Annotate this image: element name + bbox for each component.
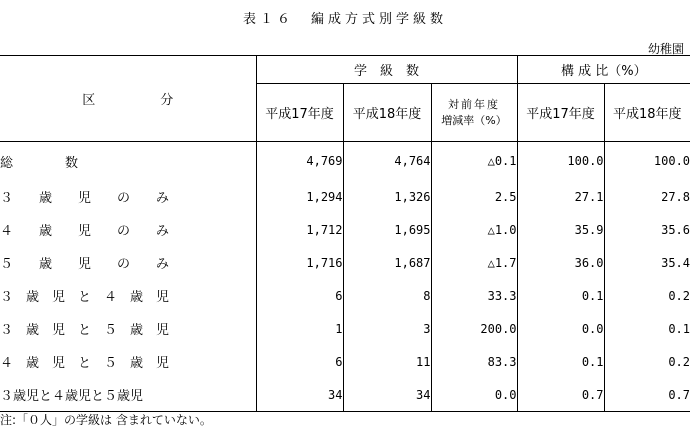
cell-h17: 1,294 (256, 180, 343, 213)
cell-ratio-h18: 100.0 (604, 142, 690, 181)
cell-change: 200.0 (431, 312, 517, 345)
cell-change: 0.0 (431, 378, 517, 412)
col-header-change (431, 84, 517, 142)
row-label: ３歳児と４歳児と５歳児 (0, 389, 144, 404)
cell-h17: 1,712 (256, 213, 343, 246)
group-header-ratio (517, 56, 690, 84)
cell-h17: 6 (256, 279, 343, 312)
cell-ratio-h17: 36.0 (517, 246, 604, 279)
cell-h18: 1,687 (343, 246, 431, 279)
cell-h18: 1,326 (343, 180, 431, 213)
cell-h17: 1 (256, 312, 343, 345)
cell-ratio-h18: 0.2 (604, 345, 690, 378)
col-header-h18: 平成18年度 (343, 84, 431, 142)
cell-ratio-h18: 27.8 (604, 180, 690, 213)
cell-change: △0.1 (431, 142, 517, 181)
category-header-label: 区 分 (82, 93, 174, 108)
row-label: ３ 歳 児 の み (0, 191, 170, 206)
class-count-table (0, 55, 690, 412)
table-row (0, 246, 690, 279)
table-row (0, 180, 690, 213)
table-row (0, 345, 690, 378)
cell-ratio-h17: 100.0 (517, 142, 604, 181)
cell-h18: 11 (343, 345, 431, 378)
table-row (0, 312, 690, 345)
row-label: 総 数 (0, 155, 79, 171)
group-header-classes-label: 学 級 数 (354, 64, 420, 79)
table-row (0, 213, 690, 246)
cell-h18: 8 (343, 279, 431, 312)
row-label: ４ 歳 児 の み (0, 224, 170, 239)
row-label: ３ 歳 児 と ５ 歳 児 (0, 323, 170, 338)
table-row (0, 279, 690, 312)
col-header-ratio-h18: 平成18年度 (604, 84, 690, 142)
cell-ratio-h17: 0.0 (517, 312, 604, 345)
cell-h18: 4,764 (343, 142, 431, 181)
cell-change: 33.3 (431, 279, 517, 312)
cell-ratio-h18: 0.1 (604, 312, 690, 345)
cell-h17: 1,716 (256, 246, 343, 279)
unit-label: 幼稚園 (647, 42, 684, 56)
cell-ratio-h18: 0.7 (604, 378, 690, 412)
cell-h17: 34 (256, 378, 343, 412)
cell-change: 83.3 (431, 345, 517, 378)
cell-h17: 6 (256, 345, 343, 378)
cell-ratio-h17: 0.1 (517, 279, 604, 312)
cell-change: △1.7 (431, 246, 517, 279)
row-label: ５ 歳 児 の み (0, 257, 170, 272)
cell-ratio-h18: 35.6 (604, 213, 690, 246)
cell-h18: 34 (343, 378, 431, 412)
cell-ratio-h17: 0.1 (517, 345, 604, 378)
row-label: ４ 歳 児 と ５ 歳 児 (0, 356, 170, 371)
cell-ratio-h18: 0.2 (604, 279, 690, 312)
table-row (0, 142, 690, 181)
cell-ratio-h17: 27.1 (517, 180, 604, 213)
col-header-ratio-h17: 平成17年度 (517, 84, 604, 142)
cell-change: 2.5 (431, 180, 517, 213)
col-header-h17: 平成17年度 (256, 84, 343, 142)
table-row (0, 378, 690, 412)
group-header-classes (256, 56, 517, 84)
row-label: ３ 歳 児 と ４ 歳 児 (0, 290, 170, 305)
cell-h18: 3 (343, 312, 431, 345)
category-header (0, 56, 256, 142)
col-header-change-line1: 対前年度 (448, 97, 500, 111)
cell-ratio-h17: 0.7 (517, 378, 604, 412)
cell-h17: 4,769 (256, 142, 343, 181)
cell-change: △1.0 (431, 213, 517, 246)
cell-ratio-h18: 35.4 (604, 246, 690, 279)
table-title: 表１６ 編成方式別学級数 (242, 12, 447, 27)
group-header-ratio-label: 構 成 比（%） (560, 64, 647, 79)
footnote: 注:「０人」の学級は 含まれていない。 (0, 413, 212, 427)
col-header-change-line2: 増減率（%） (441, 113, 507, 127)
cell-ratio-h17: 35.9 (517, 213, 604, 246)
cell-h18: 1,695 (343, 213, 431, 246)
